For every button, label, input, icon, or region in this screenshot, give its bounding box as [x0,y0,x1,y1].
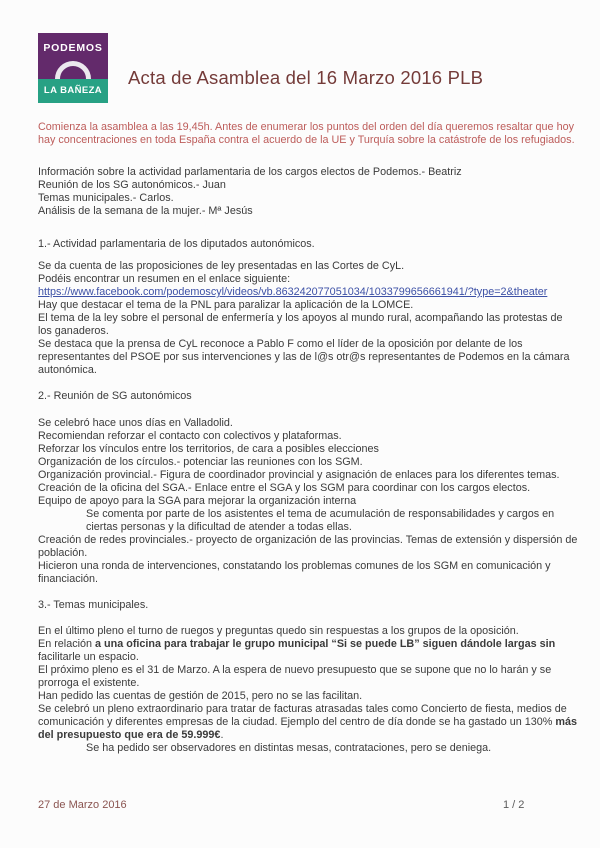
page-number: 1 / 2 [503,799,525,811]
agenda-item: Temas municipales.- Carlos. [38,192,174,204]
paragraph-text: . [220,729,224,741]
section-1-paragraph: Hay que destacar el tema de la PNL para paralizar la aplicación de la LOMCE. [38,299,414,311]
section-2-paragraph: Equipo de apoyo para la SGA para mejorar la organización interna [38,495,357,507]
agenda-item: Análisis de la semana de la mujer.- Mª Jesús [38,205,253,217]
section-2-paragraph: Creación de la oficina del SGA.- Enlace entre el SGA y los SGM para coordinar con los cargos electos. [38,482,531,494]
podemos-la-baneza-logo [38,33,108,103]
section-2-paragraph: Se celebró hace unos días en Valladolid. [38,417,233,429]
section-3-heading: 3.- Temas municipales. [38,599,149,611]
agenda-item: Información sobre la actividad parlamentaria de los cargos electos de Podemos.- Beatriz [38,166,462,178]
section-3-paragraph [38,703,578,742]
section-1-paragraph: Se da cuenta de las proposiciones de ley presentadas en las Cortes de CyL. [38,260,405,272]
section-2-indented-note: Se comenta por parte de los asistentes el tema de acumulación de responsabilidades y cargos en ciertas personas y la dificultad de atender a todas ellas. [86,508,555,533]
section-2-paragraph: Reforzar los vínculos entre los territorios, de cara a posibles elecciones [38,443,379,455]
paragraph-text: Se celebró un pleno extraordinario para tratar de facturas atrasadas tales como Concierto de fiesta, medios de comunicación y diferentes empresas de la ciudad. Ejemplo del centro de día donde se ha gastado un 130% [38,703,567,728]
logo-purple-block [38,33,108,79]
section-2-paragraph: Hicieron una ronda de intervenciones, constatando los problemas comunes de los SGM en comunicación y financiación. [38,560,551,585]
document-body [38,121,578,755]
section-1-paragraph: Se destaca que la prensa de CyL reconoce a Pablo F como el líder de la oposición por delante de los representantes del PSOE por sus intervenciones y las de l@s otr@s representantes de Podemos en la cámara autonómica. [38,338,570,376]
section-3-paragraph: Han pedido las cuentas de gestión de 2015, pero no se las facilitan. [38,690,363,702]
facebook-video-link[interactable]: https://www.facebook.com/podemoscyl/videos/vb.863242077051034/1033799656661941/?type=2&theater [38,286,548,298]
logo-la-baneza-label: LA BAÑEZA [38,79,108,103]
paragraph-text: facilitarle un espacio. [38,651,139,663]
agenda-item: Reunión de los SG autonómicos.- Juan [38,179,226,191]
section-2-paragraph: Recomiendan reforzar el contacto con colectivos y plataformas. [38,430,342,442]
section-2-paragraph: Creación de redes provinciales.- proyecto de organización de las provincias. Temas de extensión y dispersión de población. [38,534,578,559]
logo-podemos-label: PODEMOS [43,42,103,54]
page-title: Acta de Asamblea del 16 Marzo 2016 PLB [128,67,484,88]
intro-paragraph: Comienza la asamblea a las 19,45h. Antes de enumerar los puntos del orden del día queremos resaltar que hoy hay concentraciones en toda España contra el acuerdo de la UE y Turquía sobre la catástrofe de los refugiados. [38,121,575,146]
section-2-paragraph: Organización de los círculos.- potenciar las reuniones con los SGM. [38,456,363,468]
paragraph-bold-text: a una oficina para trabajar le grupo municipal “Si se puede LB” siguen dándole largas sin [95,638,556,650]
section-3-indented-note: Se ha pedido ser observadores en distintas mesas, contrataciones, pero se deniega. [86,742,492,754]
section-2-paragraph: Organización provincial.- Figura de coordinador provincial y asignación de enlaces para los diferentes temas. [38,469,560,481]
arch-icon [55,61,91,79]
section-3-paragraph: El próximo pleno es el 31 de Marzo. A la espera de nuevo presupuesto que se supone que no lo harán y se prorroga el existente. [38,664,552,689]
section-1-paragraph: El tema de la ley sobre el personal de enfermería y los apoyos al mundo rural, acompañando las protestas de los ganaderos. [38,312,563,337]
link-line [38,286,578,299]
section-3-paragraph: En el último pleno el turno de ruegos y preguntas quedo sin respuestas a los grupos de la oposición. [38,625,519,637]
section-2-heading: 2.- Reunión de SG autonómicos [38,390,192,402]
footer-date: 27 de Marzo 2016 [38,799,127,811]
section-3-paragraph [38,638,578,664]
section-1-heading: 1.- Actividad parlamentaria de los diputados autonómicos. [38,238,315,250]
paragraph-text: En relación [38,638,96,650]
agenda-list [38,166,578,218]
section-1-paragraph: Podéis encontrar un resumen en el enlace siguiente: [38,273,291,285]
paragraph-bold-text: más del presupuesto que era de 59.999€ [38,716,578,741]
